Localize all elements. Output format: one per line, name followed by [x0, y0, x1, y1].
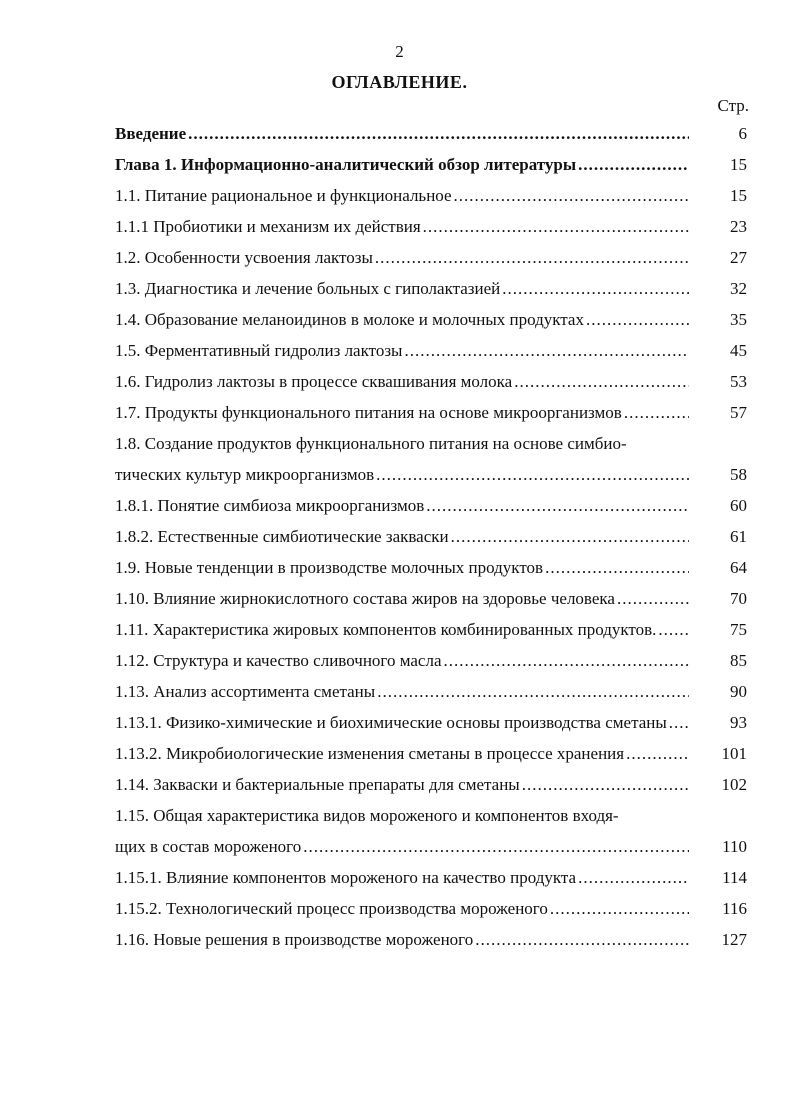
toc-entry: [115, 211, 747, 242]
toc-entry-page: 6: [738, 124, 747, 143]
toc-entry: [115, 521, 747, 552]
toc-entry: [115, 273, 747, 304]
toc-entry: [115, 738, 747, 769]
toc-entry-page: 57: [730, 403, 747, 422]
toc-entry-page: 35: [730, 310, 747, 329]
page-column-header: Стр.: [717, 96, 749, 115]
toc-entry: [115, 335, 747, 366]
toc-entry: [115, 552, 747, 583]
toc-entry-title: [115, 217, 689, 237]
toc-entry-page: 23: [730, 217, 747, 236]
toc-entry: [115, 583, 747, 614]
toc-entry-page: 32: [730, 279, 747, 298]
toc-entry-page: 90: [730, 682, 747, 701]
toc-entry: [115, 304, 747, 335]
toc-entry-title: 1.1. Питание рациональное и функциональное .....: [115, 186, 689, 206]
toc-entry-page: 93: [730, 713, 747, 732]
toc-entry-title: 1.14. Закваски и бактериальные препараты для сметаны .....: [115, 775, 689, 795]
toc-entry-title: [115, 806, 689, 857]
toc-entry-page: 15: [730, 186, 747, 205]
toc-title: ОГЛАВЛЕНИЕ.: [331, 72, 468, 92]
toc-entry: [115, 676, 747, 707]
toc-entry-title: 1.12. Структура и качество сливочного масла .....: [115, 651, 689, 671]
toc-entry-page: 70: [730, 589, 747, 608]
toc-entry-title: 1.10. Влияние жирнокислотного состава жиров на здоровье человека .....: [115, 589, 689, 609]
toc-entry-page: 127: [721, 930, 747, 949]
toc-entry-title-line1: 1.15. Общая характеристика видов мороженого и компонентов входя-: [115, 806, 619, 825]
toc-entry: [115, 893, 747, 924]
toc-entry: [115, 149, 747, 180]
toc-entry-title-line2: щих в состав мороженого .....: [115, 837, 689, 857]
toc-entry-page: 60: [730, 496, 747, 515]
toc-entry-title: 1.9. Новые тенденции в производстве молочных продуктов .....: [115, 558, 689, 578]
toc-entry-title: 1.6. Гидролиз лактозы в процессе сквашивания молока .....: [115, 372, 689, 392]
toc-entry-title: 1.13. Анализ ассортимента сметаны .....: [115, 682, 689, 702]
toc-entry-page: 110: [722, 837, 747, 856]
page-number: 2: [395, 42, 404, 61]
toc-entry: [115, 180, 747, 211]
toc-entry-title: 1.15.2. Технологический процесс производства мороженого .....: [115, 899, 689, 919]
toc-entry: [115, 428, 747, 490]
toc-entry-page: 102: [721, 775, 747, 794]
toc-entry-title-text: 1.1.1 Пробиотики и механизм их действия: [115, 217, 421, 236]
toc-entry-page: 27: [730, 248, 747, 267]
toc-entry-title: 1.16. Новые решения в производстве мороженого .....: [115, 930, 689, 950]
toc-entry: [115, 242, 747, 273]
toc-entry-title: 1.7. Продукты функционального питания на основе микроорганизмов .....: [115, 403, 689, 423]
toc-entry-page: 15: [730, 155, 747, 174]
toc-entry: [115, 397, 747, 428]
toc-entry-page: 53: [730, 372, 747, 391]
toc-entry-page: 61: [730, 527, 747, 546]
toc-entry-title: Введение .....: [115, 124, 689, 144]
toc-entry-title: 1.4. Образование меланоидинов в молоке и молочных продуктах .....: [115, 310, 689, 330]
toc-entry: [115, 366, 747, 397]
toc-entry-page: 64: [730, 558, 747, 577]
toc-entry-title: 1.13.1. Физико-химические и биохимические основы производства сметаны .....: [115, 713, 689, 733]
toc-entry: [115, 924, 747, 955]
toc-entry-page: 116: [722, 899, 747, 918]
toc-entry: [115, 862, 747, 893]
toc-entry-title: 1.11. Характеристика жировых компонентов комбинированных продуктов. .....: [115, 620, 689, 640]
toc-entry: [115, 707, 747, 738]
toc-entry-title: 1.5. Ферментативный гидролиз лактозы .....: [115, 341, 689, 361]
toc-entry-page: 58: [730, 465, 747, 484]
toc-entry-title: 1.2. Особенности усвоения лактозы .....: [115, 248, 689, 268]
toc-entry-title: 1.13.2. Микробиологические изменения сметаны в процессе хранения .....: [115, 744, 689, 764]
toc-entry: [115, 800, 747, 862]
toc-entry: [115, 614, 747, 645]
table-of-contents: [115, 118, 747, 955]
toc-entry-page: 75: [730, 620, 747, 639]
toc-entry-title-line1: 1.8. Создание продуктов функционального питания на основе симбио-: [115, 434, 627, 453]
toc-entry-title: Глава 1. Информационно-аналитический обзор литературы .....: [115, 155, 689, 175]
toc-entry-page: 114: [722, 868, 747, 887]
toc-entry-title: 1.3. Диагностика и лечение больных с гиполактазией .....: [115, 279, 689, 299]
toc-entry: [115, 645, 747, 676]
toc-entry: [115, 490, 747, 521]
toc-entry: [115, 118, 747, 149]
toc-entry-title-line2: тических культур микроорганизмов .....: [115, 465, 689, 485]
toc-entry-title: 1.8.1. Понятие симбиоза микроорганизмов .....: [115, 496, 689, 516]
toc-entry-title: 1.15.1. Влияние компонентов мороженого на качество продукта .....: [115, 868, 689, 888]
toc-entry-page: 45: [730, 341, 747, 360]
toc-entry: [115, 769, 747, 800]
toc-entry-title: [115, 434, 689, 485]
toc-entry-page: 85: [730, 651, 747, 670]
toc-entry-page: 101: [721, 744, 747, 763]
toc-entry-title: 1.8.2. Естественные симбиотические закваски .....: [115, 527, 689, 547]
